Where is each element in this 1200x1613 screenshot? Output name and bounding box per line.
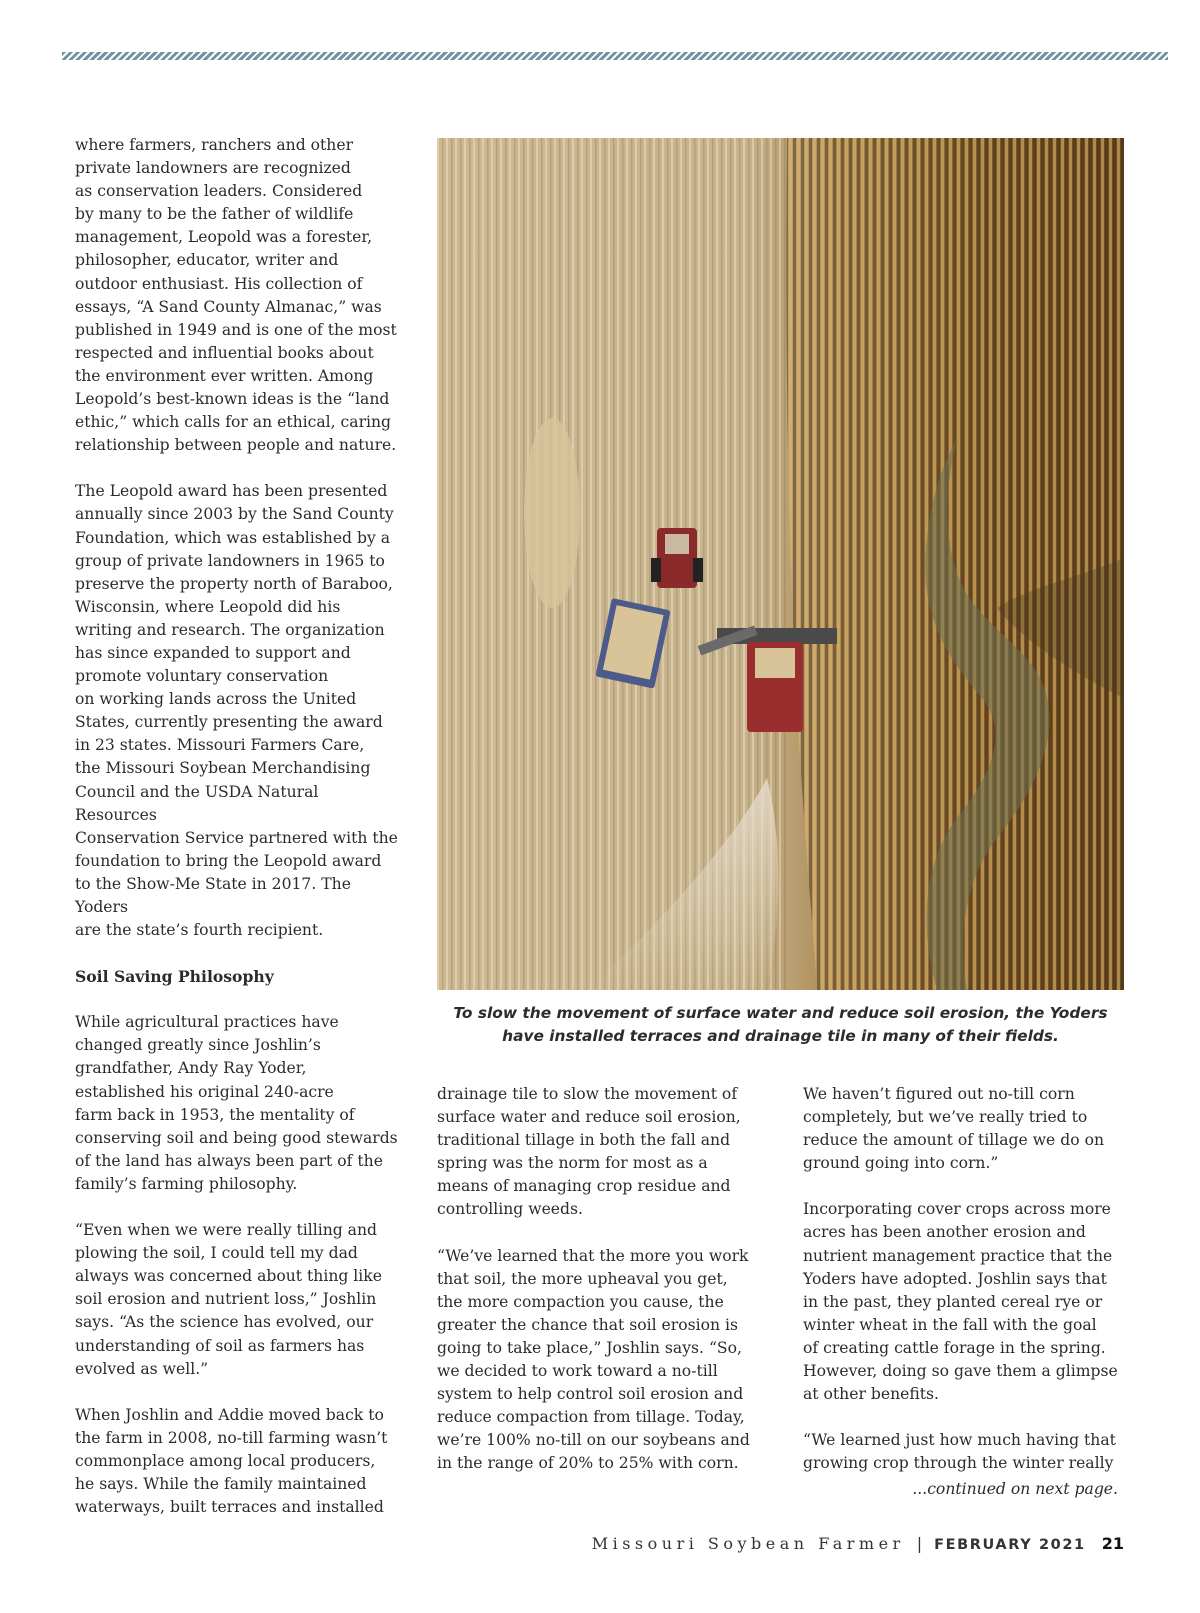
page-footer (592, 1534, 1124, 1556)
paragraph: drainage tile to slow the movement of surface water and reduce soil erosion, traditional tillage in both the fall and spring was the norm for most as a means of managing crop residue and controlling weeds. (437, 1085, 741, 1219)
article-column-3 (803, 1083, 1133, 1475)
continued-note: ...continued on next page. (912, 1480, 1118, 1498)
aerial-harvest-photo (437, 138, 1124, 990)
section-subhead: Soil Saving Philosophy (75, 967, 274, 987)
page-number: 21 (1101, 1534, 1124, 1553)
paragraph: When Joshlin and Addie moved back to the farm in 2008, no-till farming wasn’t commonplace among local producers, he says. While the family maintained waterways, built terraces and installed (75, 1405, 388, 1517)
paragraph: “Even when we were really tilling and plowing the soil, I could tell my dad always was concerned about thing like soil erosion and nutrient loss,” Joshlin says. “As the science has evolved, our understanding of soil as farmers has evolved as well.” (75, 1221, 382, 1378)
issue-date: FEBRUARY 2021 (934, 1537, 1086, 1553)
paragraph: While agricultural practices have changed greatly since Joshlin’s grandfather, Andy Ray Yoder, established his original 240-acre farm back in 1953, the mentality of conserving soil and being good stewards of the land has always been part of the family’s farming philosophy. (75, 1013, 398, 1193)
paragraph: We haven’t figured out no-till corn completely, but we’ve really tried to reduce the amount of tillage we do on ground going into corn.” (803, 1085, 1105, 1173)
magazine-name: Missouri Soybean Farmer (591, 1534, 905, 1553)
decorative-top-rule (62, 52, 1168, 60)
article-column-2 (437, 1083, 767, 1476)
paragraph: Incorporating cover crops across more acres has been another erosion and nutrient management practice that the Yoders have adopted. Joshlin says that in the past, they planted cereal rye or winter wheat in the fall with the goal of creating cattle forage in the spring. However, doing so gave them a glimpse at other benefits. (803, 1200, 1118, 1404)
photo-caption: To slow the movement of surface water and reduce soil erosion, the Yoders have installed terraces and drainage tile in many of their fields. (453, 1004, 1108, 1045)
tractor (651, 528, 703, 588)
paragraph: “We’ve learned that the more you work that soil, the more upheaval you get, the more compaction you cause, the greater the chance that soil erosion is going to take place,” Joshlin says. “So, we decided to work toward a no-till system to help control soil erosion and reduce compaction from tillage. Today, we’re 100% no-till on our soybeans and in the range of 20% to 25% with corn. (437, 1246, 750, 1473)
paragraph: where farmers, ranchers and other private landowners are recognized as conservation leaders. Considered by many to be the father of wildlife management, Leopold was a forester, philosopher, educator, writer and outdoor enthusiast. His collection of essays, “A Sand County Almanac,” was published in 1949 and is one of the most respected and influential books about the environment ever written. Among Leopold’s best-known ideas is the “land ethic,” which calls for an ethical, caring relationship between people and nature. (75, 136, 397, 455)
article-column-1 (75, 134, 405, 1519)
paragraph: “We learned just how much having that growing crop through the winter really (803, 1431, 1116, 1473)
paragraph: The Leopold award has been presented annually since 2003 by the Sand County Foundation, which was established by a group of private landowners in 1965 to preserve the property north of Baraboo, Wisconsin, where Leopold did his writing and research. The organization has since expanded to support and promote voluntary conservation on working lands across the United States, currently presenting the award in 23 states. Missouri Farmers Care, the Missouri Soybean Merchandising Council and the USDA Natural Resources Conservation Service partnered with the foundation to bring the Leopold award to the Show-Me State in 2017. The Yoders are the state’s fourth recipient. (75, 482, 398, 940)
footer-separator: | (916, 1534, 923, 1553)
